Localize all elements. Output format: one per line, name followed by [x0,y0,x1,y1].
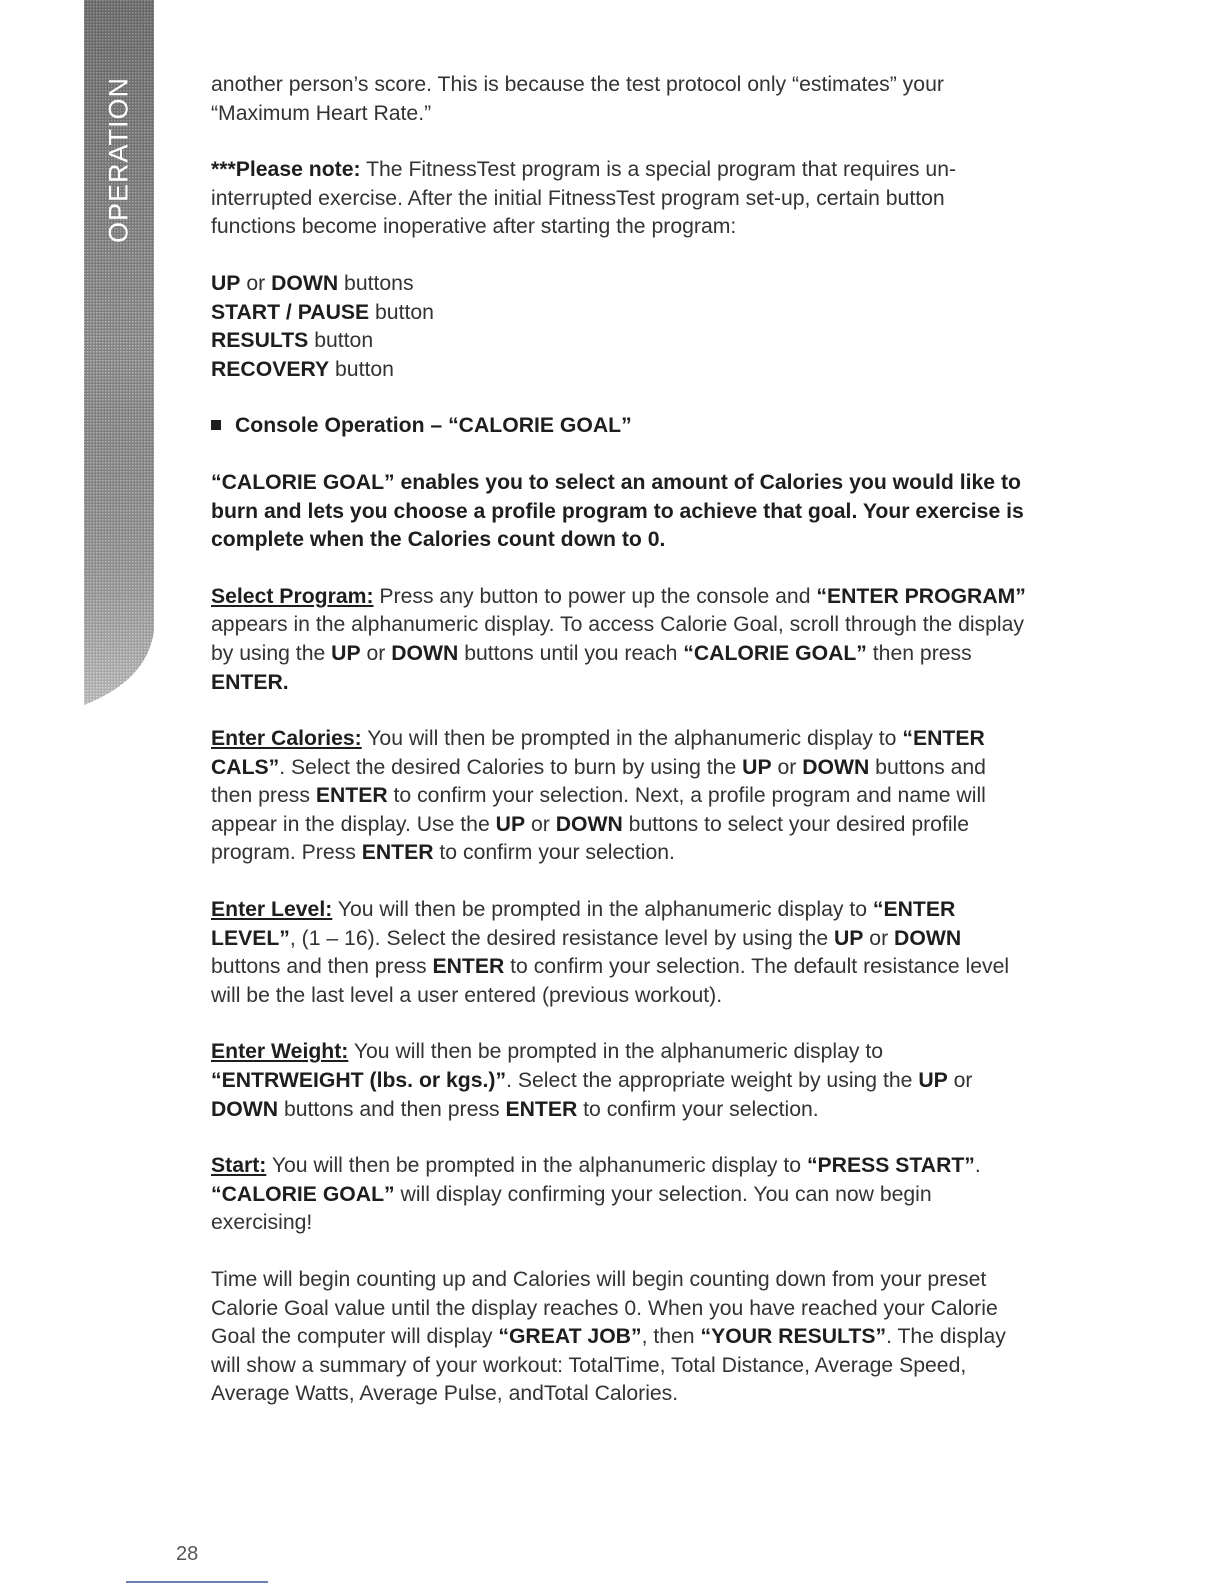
step-bold: “ENTER CALS” [211,727,985,779]
step-text: buttons and then press [278,1097,506,1121]
list-item [211,356,1031,385]
step-bold: ENTER [315,784,388,808]
step-text: or [771,755,803,779]
list-item-text: buttons [338,271,414,295]
list-item-bold: START / PAUSE [211,300,370,324]
step-bold: UP [833,926,864,950]
inoperative-button-list [211,270,1031,384]
list-item-bold: RESULTS [211,329,309,353]
step-text: or [947,1069,973,1093]
step-bold: DOWN [802,755,870,779]
step-bold: ENTER [432,955,505,979]
note-label: ***Please note: [211,158,361,182]
step-text: You will then be prompted in the alphanumeric display to [332,898,873,922]
step-label: Enter Weight: [211,1040,349,1064]
closing-bold: “YOUR RESULTS” [700,1325,887,1349]
step-bold: “ENTRWEIGHT (lbs. or kgs.)” [211,1069,507,1093]
step-bold: UP [495,812,526,836]
intro-paragraph: another person’s score. This is because the test protocol only “estimates” your “Maximum Heart Rate.” [211,73,944,125]
step-text: You will then be prompted in the alphanumeric display to [348,1040,884,1064]
step-start [211,1152,1031,1238]
step-text: buttons to select your desired profile program. Press [211,812,970,865]
step-text: or [863,926,895,950]
step-text: . [974,1154,981,1178]
list-item-text: button [329,357,394,381]
step-text: will display confirming your selection. You can now begin exercising! [211,1182,932,1235]
list-item-text: or [240,271,272,295]
step-text: , (1 – 16). Select the desired resistance level by using the [289,926,834,950]
note-text: The FitnessTest program is a special program that requires un-interrupted exercise. After the initial FitnessTest program set-up, certain button functions become inoperative after starting the program: [211,158,957,239]
step-text: then press [866,641,972,665]
step-text: You will then be prompted in the alphanumeric display to [266,1154,807,1178]
step-bold: “ENTER LEVEL” [211,898,956,950]
step-text: buttons and then press [211,755,986,808]
step-text: to confirm your selection. The default resistance level will be the last level a user entered (previous workout). [211,955,1010,1007]
step-bold: ENTER. [211,670,289,694]
step-bold: UP [331,641,361,665]
step-bold: “CALORIE GOAL” [683,641,867,665]
section-summary: “CALORIE GOAL” enables you to select an amount of Calories you would like to burn and lets you choose a profile program to achieve that goal. Your exercise is complete when the Calories count down to 0. [211,470,1024,552]
note-paragraph [211,156,1031,242]
page-content [211,71,1031,1437]
page-number: 28 [176,1543,199,1565]
step-text: to confirm your selection. [433,841,675,865]
step-text: to confirm your selection. Next, a profile program and name will appear in the display. Use the [211,784,986,836]
step-text: Press any button to power up the console and [373,584,817,608]
step-bold: UP [742,755,772,779]
step-text: or [525,812,556,836]
step-text: buttons and then press [211,955,433,979]
step-text: to confirm your selection. [577,1097,819,1121]
list-item-bold: UP [211,271,241,295]
step-text: or [360,641,392,665]
step-text: You will then be prompted in the alphanumeric display to [361,727,903,751]
step-bold: DOWN [211,1097,279,1121]
closing-text: Time will begin counting up and Calories will begin counting down from your preset Calorie Goal value until the display reaches 0. When you have reached your Calorie Goal the computer will display [211,1268,998,1349]
closing-paragraph [211,1266,1031,1409]
step-enter-level [211,896,1031,1010]
footer-rule [126,1581,268,1583]
step-bold: DOWN [894,926,962,950]
square-bullet-icon [211,420,221,430]
list-item-text: button [308,329,374,353]
side-tab-label: OPERATION [103,76,134,244]
list-item-bold: DOWN [271,271,339,295]
closing-bold: “GREAT JOB” [498,1325,642,1349]
section-heading [211,412,1031,441]
step-text: . Select the appropriate weight by using the [506,1069,919,1093]
step-enter-calories [211,725,1031,868]
step-bold: ENTER [361,841,434,865]
step-bold: “CALORIE GOAL” [211,1182,395,1206]
step-bold: ENTER [505,1097,578,1121]
step-text: buttons until you reach [458,641,684,665]
step-label: Enter Calories: [211,727,362,751]
list-item-bold: RECOVERY [211,357,330,381]
list-item [211,270,1031,299]
step-label: Start: [211,1154,267,1178]
step-bold: DOWN [391,641,459,665]
section-heading-text: Console Operation – “CALORIE GOAL” [235,414,632,438]
step-bold: DOWN [555,812,623,836]
list-item-text: button [369,300,434,324]
closing-text: , then [641,1325,701,1349]
step-enter-weight [211,1038,1031,1124]
list-item [211,327,1031,356]
step-text: appears in the alphanumeric display. To access Calorie Goal, scroll through the display by using the [211,613,1025,665]
step-bold: “PRESS START” [806,1154,975,1178]
step-bold: UP [918,1069,948,1093]
step-label: Enter Level: [211,898,333,922]
step-bold: “ENTER PROGRAM” [816,584,1026,608]
list-item [211,299,1031,328]
step-select-program [211,583,1031,697]
closing-text: . The display will show a summary of your workout: TotalTime, Total Distance, Average Speed, Average Watts, Average Pulse, andTotal Calories. [211,1325,1006,1406]
step-text: . Select the desired Calories to burn by using the [279,755,743,779]
step-label: Select Program: [211,584,374,608]
